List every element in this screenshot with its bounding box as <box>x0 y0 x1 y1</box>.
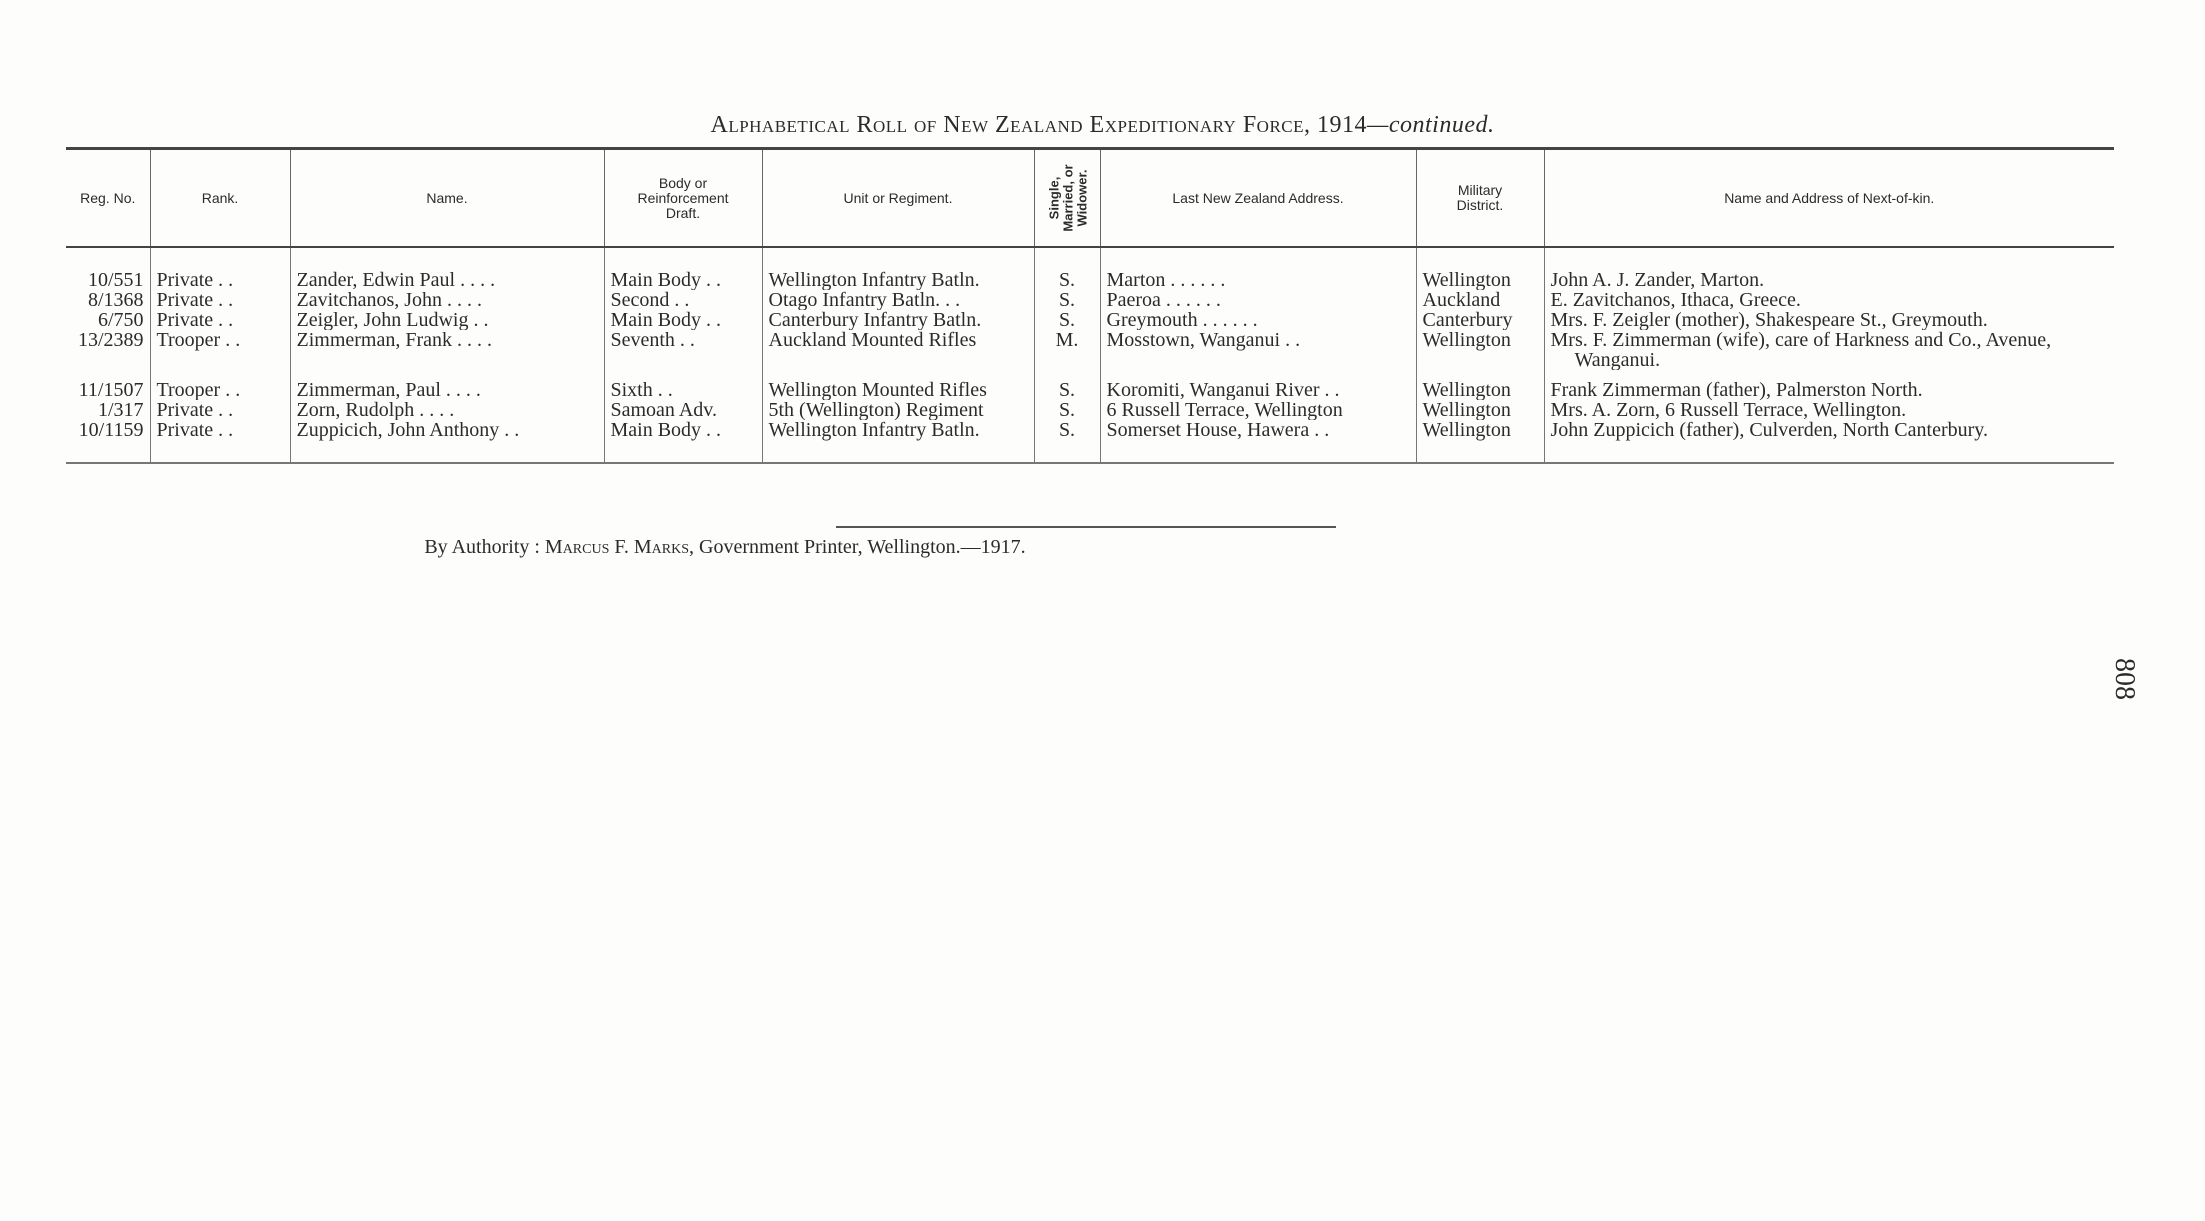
body-cell: Main Body . . <box>604 310 762 330</box>
unit-cell: Auckland Mounted Rifles <box>762 330 1034 370</box>
imprint-printer-name: Marcus F. Marks <box>544 536 690 558</box>
table-row <box>66 420 2114 463</box>
col-address: Last New Zealand Address. <box>1100 149 1416 248</box>
rank-cell: Private . . <box>150 310 290 330</box>
roll-table <box>66 147 2114 464</box>
body-cell: Second . . <box>604 290 762 310</box>
table-row <box>66 370 2114 400</box>
col-reg-no: Reg. No. <box>66 149 150 248</box>
address-cell: Greymouth . . . . . . <box>1100 310 1416 330</box>
unit-cell: Wellington Infantry Batln. <box>762 247 1034 290</box>
col-district <box>1416 149 1544 248</box>
body-cell: Seventh . . <box>604 330 762 370</box>
address-cell: Koromiti, Wanganui River . . <box>1100 370 1416 400</box>
body-cell: Samoan Adv. <box>604 400 762 420</box>
col-status-line1: Single, <box>1046 176 1062 220</box>
kin-text: Mrs. F. Zimmerman (wife), care of Harkness and Co., Avenue, <box>1550 330 2052 351</box>
kin-text-continued: Wanganui. <box>1574 349 1661 370</box>
status-cell: S. <box>1034 400 1100 420</box>
col-body-line3: Draft. <box>665 204 701 221</box>
rank-cell: Private . . <box>150 247 290 290</box>
unit-cell: 5th (Wellington) Regiment <box>762 400 1034 420</box>
title-main: Alphabetical Roll of New Zealand Expeditionary Force, 1914 <box>710 112 1368 138</box>
kin-cell: Mrs. A. Zorn, 6 Russell Terrace, Wellington. <box>1544 400 2114 420</box>
district-cell: Auckland <box>1416 290 1544 310</box>
address-cell: Mosstown, Wanganui . . <box>1100 330 1416 370</box>
col-body-line2: Reinforcement <box>637 189 729 206</box>
status-cell: M. <box>1034 330 1100 370</box>
name-cell: Zavitchanos, John . . . . <box>290 290 604 310</box>
name-cell: Zeigler, John Ludwig . . <box>290 310 604 330</box>
rank-cell: Trooper . . <box>150 330 290 370</box>
reg-no-cell: 8/1368 <box>87 290 144 310</box>
kin-cell: Frank Zimmerman (father), Palmerston North. <box>1544 370 2114 400</box>
status-cell: S. <box>1034 310 1100 330</box>
body-cell: Sixth . . <box>604 370 762 400</box>
rank-cell: Private . . <box>150 420 290 463</box>
reg-no-cell: 11/1507 <box>78 379 144 400</box>
printer-imprint <box>0 536 1450 559</box>
status-cell: S. <box>1034 290 1100 310</box>
address-cell: Somerset House, Hawera . . <box>1100 420 1416 463</box>
name-cell: Zander, Edwin Paul . . . . <box>290 247 604 290</box>
page-title <box>0 112 2205 139</box>
imprint-rule <box>836 526 1336 528</box>
reg-no-cell: 6/750 <box>97 310 144 330</box>
unit-cell: Wellington Mounted Rifles <box>762 370 1034 400</box>
name-cell: Zorn, Rudolph . . . . <box>290 400 604 420</box>
district-cell: Wellington <box>1416 330 1544 370</box>
address-cell: 6 Russell Terrace, Wellington <box>1100 400 1416 420</box>
status-cell: S. <box>1034 370 1100 400</box>
district-cell: Wellington <box>1416 400 1544 420</box>
header-row <box>66 149 2114 248</box>
kin-cell: Mrs. F. Zeigler (mother), Shakespeare St., Greymouth. <box>1544 310 2114 330</box>
col-kin: Name and Address of Next-of-kin. <box>1544 149 2114 248</box>
table-row <box>66 310 2114 330</box>
body-cell: Main Body . . <box>604 420 762 463</box>
rank-cell: Private . . <box>150 400 290 420</box>
imprint-suffix: , Government Printer, Wellington.—1917. <box>689 536 1026 558</box>
table-row <box>66 400 2114 420</box>
col-status <box>1034 149 1100 248</box>
reg-no-cell: 13/2389 <box>77 330 144 351</box>
col-status-label <box>1047 164 1089 231</box>
kin-cell: John A. J. Zander, Marton. <box>1544 247 2114 290</box>
unit-cell: Otago Infantry Batln. . . <box>762 290 1034 310</box>
address-cell: Marton . . . . . . <box>1100 247 1416 290</box>
district-cell: Wellington <box>1416 370 1544 400</box>
unit-cell: Wellington Infantry Batln. <box>762 420 1034 463</box>
kin-cell: E. Zavitchanos, Ithaca, Greece. <box>1544 290 2114 310</box>
reg-no-cell: 10/1159 <box>78 420 144 441</box>
reg-no-cell: 1/317 <box>97 400 144 420</box>
col-rank: Rank. <box>150 149 290 248</box>
col-body-line1: Body or <box>658 174 708 191</box>
col-district-line2: District. <box>1456 197 1504 213</box>
table-row <box>66 247 2114 290</box>
reg-no-cell: 10/551 <box>87 269 144 290</box>
title-continued: —continued. <box>1367 112 1495 138</box>
imprint-prefix: By Authority : <box>424 536 545 558</box>
status-cell: S. <box>1034 247 1100 290</box>
col-unit: Unit or Regiment. <box>762 149 1034 248</box>
status-cell: S. <box>1034 420 1100 463</box>
col-status-line2: Married, or <box>1060 164 1076 232</box>
unit-cell: Canterbury Infantry Batln. <box>762 310 1034 330</box>
col-name: Name. <box>290 149 604 248</box>
col-body <box>604 149 762 248</box>
table-row <box>66 330 2114 370</box>
name-cell: Zimmerman, Paul . . . . <box>290 370 604 400</box>
name-cell: Zuppicich, John Anthony . . <box>290 420 604 463</box>
table-row <box>66 290 2114 310</box>
address-cell: Paeroa . . . . . . <box>1100 290 1416 310</box>
district-cell: Canterbury <box>1416 310 1544 330</box>
district-cell: Wellington <box>1416 247 1544 290</box>
body-cell: Main Body . . <box>604 247 762 290</box>
name-cell: Zimmerman, Frank . . . . <box>290 330 604 370</box>
kin-cell <box>1544 330 2114 370</box>
page-number: 808 <box>2109 658 2140 700</box>
rank-cell: Private . . <box>150 290 290 310</box>
col-status-line3: Widower. <box>1074 169 1090 227</box>
district-cell: Wellington <box>1416 420 1544 463</box>
col-district-line1: Military <box>1457 182 1503 198</box>
kin-cell: John Zuppicich (father), Culverden, North Canterbury. <box>1544 420 2114 463</box>
rank-cell: Trooper . . <box>150 370 290 400</box>
